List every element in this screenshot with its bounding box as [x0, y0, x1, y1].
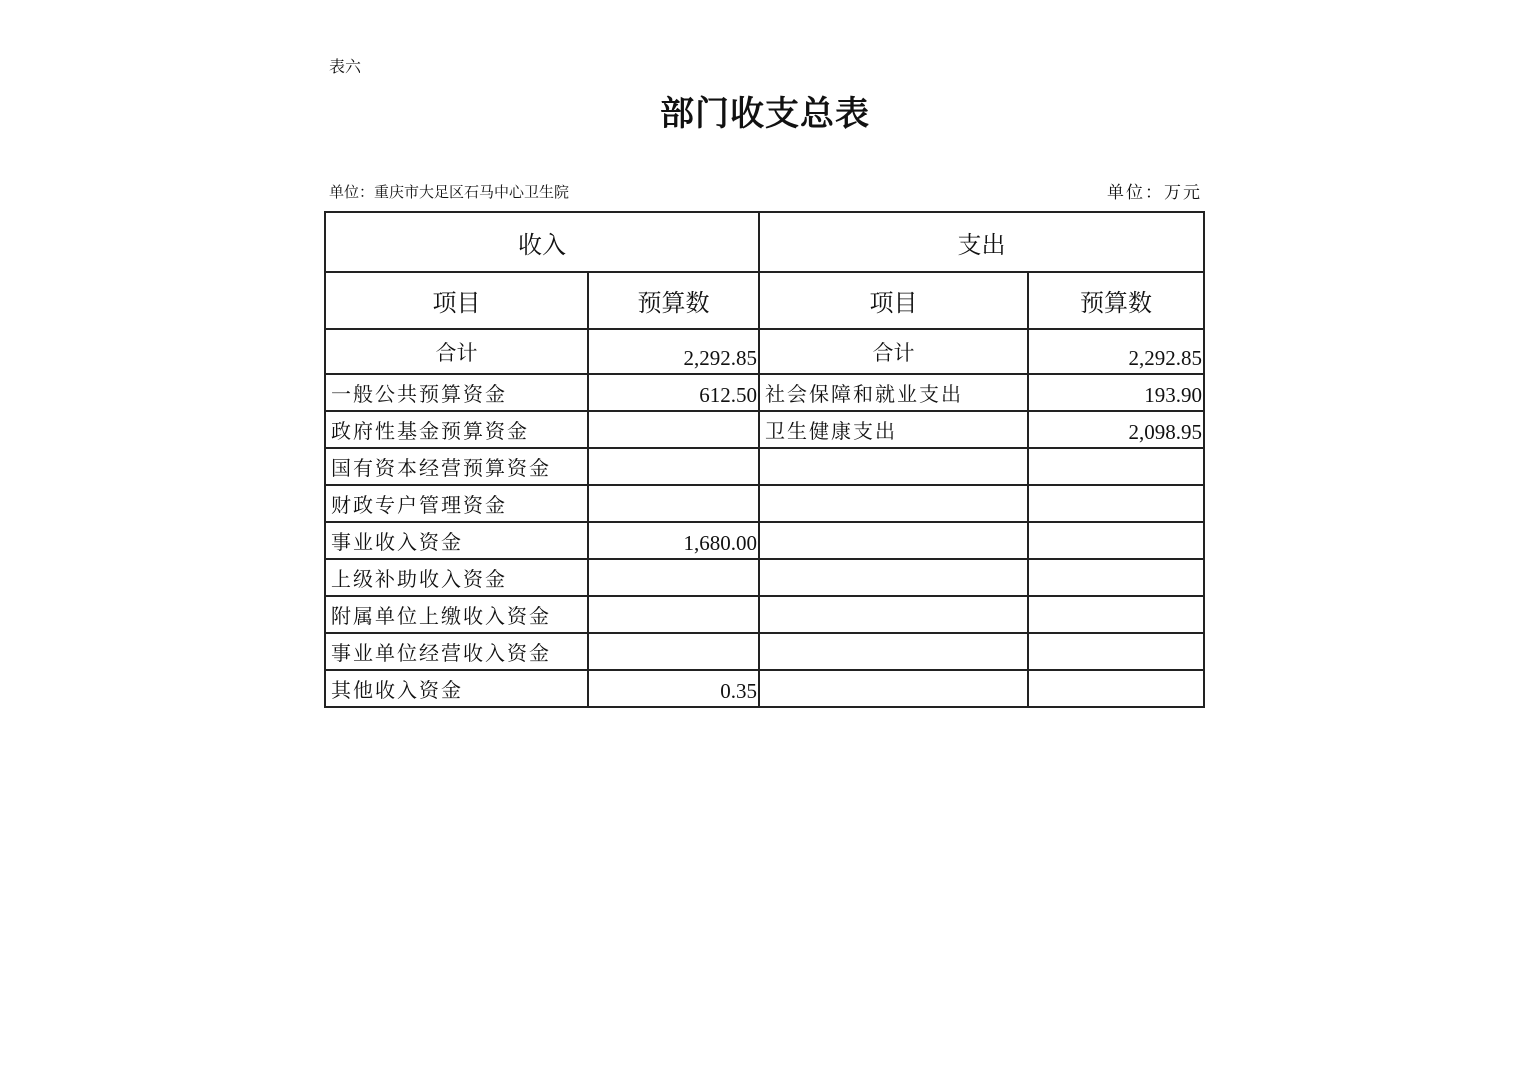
income-item: 政府性基金预算资金: [325, 411, 588, 448]
expense-amount: 2,098.95: [1028, 411, 1204, 448]
income-item-header: 项目: [325, 272, 588, 329]
expense-item: [759, 596, 1028, 633]
income-total-amount: 2,292.85: [588, 329, 759, 374]
income-group-header: 收入: [325, 212, 759, 272]
expense-amount: [1028, 485, 1204, 522]
table-row: [325, 670, 1204, 707]
income-amount: 1,680.00: [588, 522, 759, 559]
income-item: 附属单位上缴收入资金: [325, 596, 588, 633]
income-item: 财政专户管理资金: [325, 485, 588, 522]
income-total-label: 合计: [325, 329, 588, 374]
expense-item-header: 项目: [759, 272, 1028, 329]
income-amount: [588, 633, 759, 670]
page-title: 部门收支总表: [660, 94, 870, 134]
expense-amount: [1028, 633, 1204, 670]
group-header-row: [325, 212, 1204, 272]
income-amount-header: 预算数: [588, 272, 759, 329]
income-amount: [588, 596, 759, 633]
organization-label: 单位：重庆市大足区石马中心卫生院: [329, 183, 570, 201]
income-amount: 612.50: [588, 374, 759, 411]
budget-table: [324, 211, 1205, 708]
table-row: [325, 411, 1204, 448]
total-row: [325, 329, 1204, 374]
income-amount: [588, 448, 759, 485]
expense-amount: 193.90: [1028, 374, 1204, 411]
income-item: 事业收入资金: [325, 522, 588, 559]
expense-amount: [1028, 596, 1204, 633]
table-row: [325, 448, 1204, 485]
expense-item: [759, 559, 1028, 596]
table-row: [325, 596, 1204, 633]
expense-amount: [1028, 670, 1204, 707]
unit-label: 单位：万元: [1107, 183, 1202, 203]
expense-amount-header: 预算数: [1028, 272, 1204, 329]
income-item: 国有资本经营预算资金: [325, 448, 588, 485]
expense-item: [759, 670, 1028, 707]
table-number: 表六: [329, 57, 362, 76]
expense-total-label: 合计: [759, 329, 1028, 374]
income-amount: [588, 411, 759, 448]
expense-item: [759, 485, 1028, 522]
expense-item: [759, 633, 1028, 670]
expense-item: 社会保障和就业支出: [759, 374, 1028, 411]
table-row: [325, 522, 1204, 559]
expense-amount: [1028, 522, 1204, 559]
income-amount: [588, 485, 759, 522]
table-row: [325, 374, 1204, 411]
column-header-row: [325, 272, 1204, 329]
expense-item: 卫生健康支出: [759, 411, 1028, 448]
income-amount: 0.35: [588, 670, 759, 707]
expense-amount: [1028, 448, 1204, 485]
table-row: [325, 485, 1204, 522]
table-row: [325, 633, 1204, 670]
expense-total-amount: 2,292.85: [1028, 329, 1204, 374]
income-amount: [588, 559, 759, 596]
income-item: 事业单位经营收入资金: [325, 633, 588, 670]
expense-group-header: 支出: [759, 212, 1204, 272]
expense-amount: [1028, 559, 1204, 596]
income-item: 其他收入资金: [325, 670, 588, 707]
expense-item: [759, 448, 1028, 485]
expense-item: [759, 522, 1028, 559]
income-item: 一般公共预算资金: [325, 374, 588, 411]
income-item: 上级补助收入资金: [325, 559, 588, 596]
table-row: [325, 559, 1204, 596]
